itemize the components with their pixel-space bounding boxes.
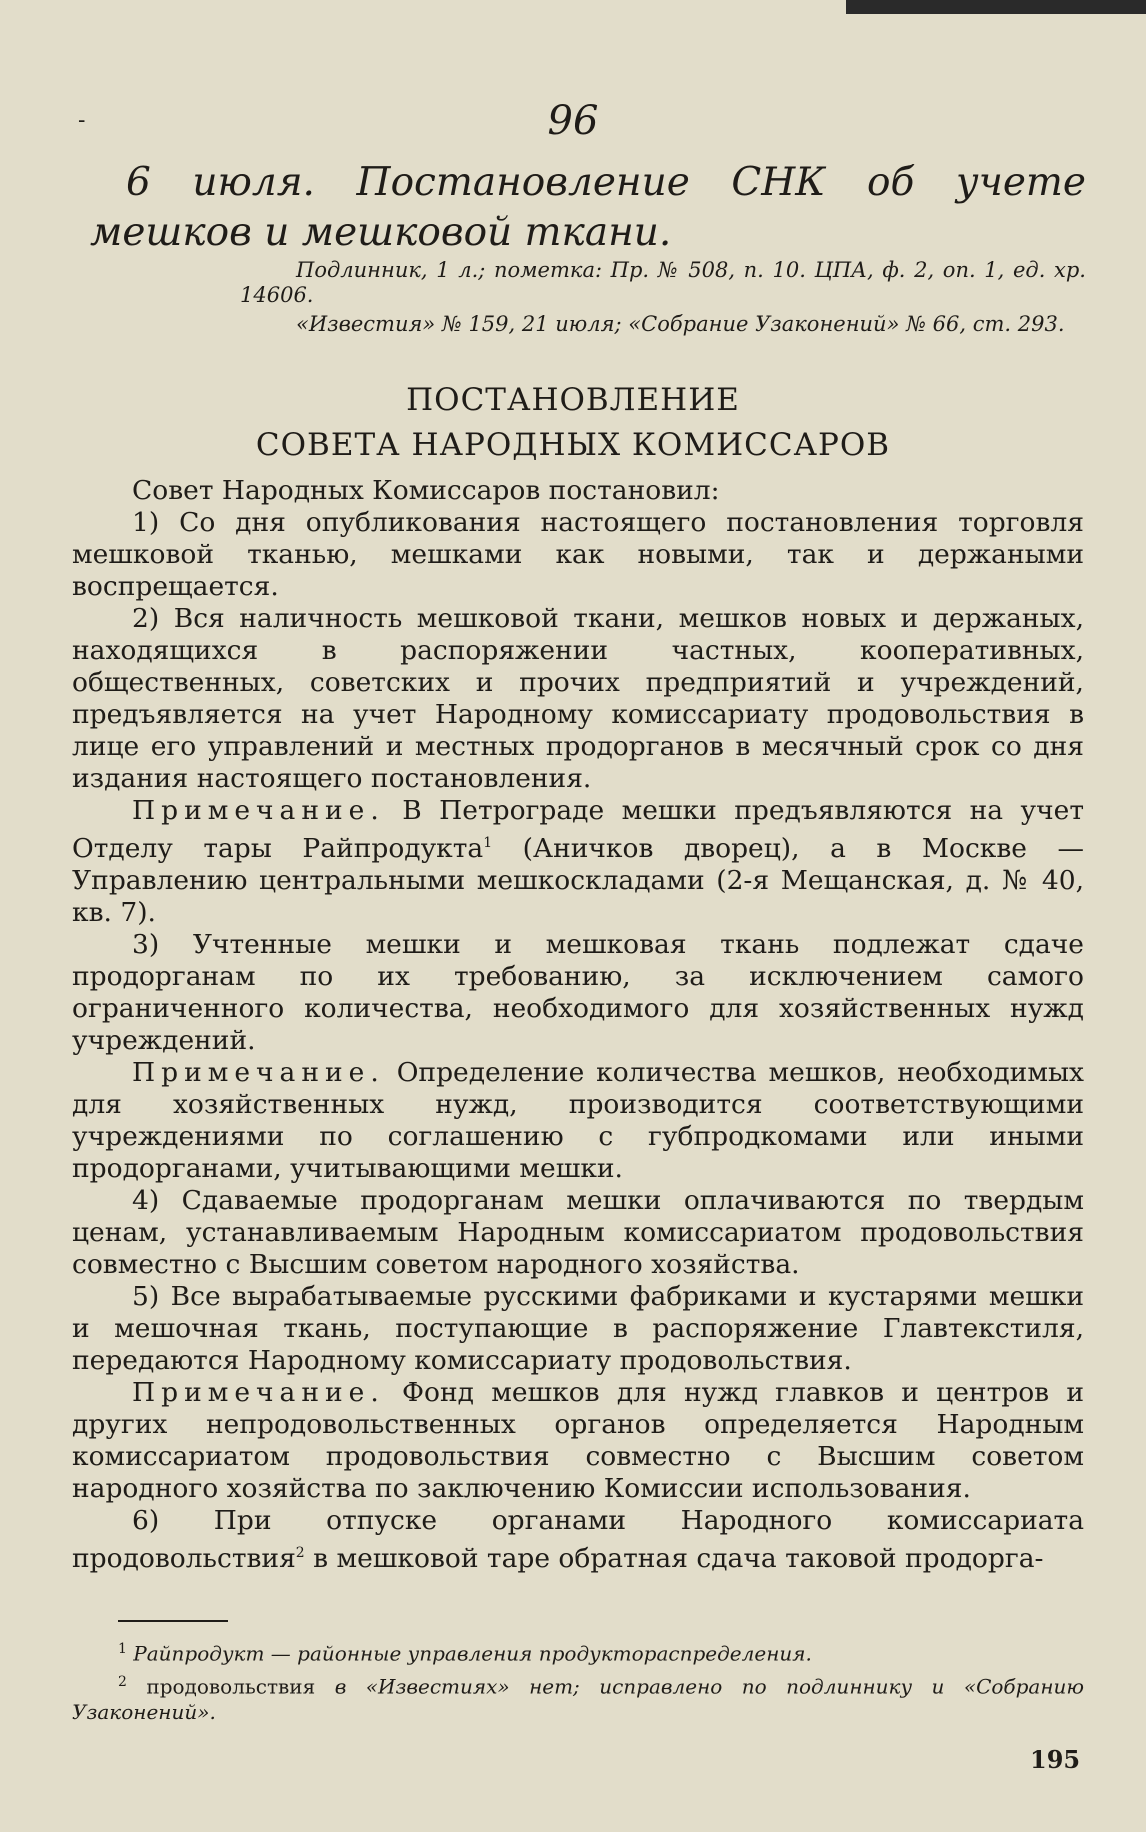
paragraph-6-text-b: в мешковой таре обратная сдача таковой продорга- <box>313 1542 1044 1574</box>
footnote-2-number: 2 <box>118 1673 127 1690</box>
scan-edge <box>846 0 1146 14</box>
note-3 <box>72 1377 1084 1505</box>
footnote-1-text: Райпродукт — районные управления продукторaспределения. <box>133 1641 812 1666</box>
footnote-2 <box>72 1669 1084 1726</box>
note-1 <box>72 795 1084 929</box>
footnote-ref-2: 2 <box>295 1544 305 1561</box>
note-1-text-b: (Аничков дворец), а в Москве — Управлению центральными мешкоскладами (2-я Мещанская, д. № 40, кв. 7). <box>72 832 1084 928</box>
source-reference-archive: Подлинник, 1 л.; пометка: Пр. № 508, п. 10. ЦПА, ф. 2, оп. 1, ед. хр. 14606. <box>240 258 1086 307</box>
margin-mark: - <box>78 108 86 133</box>
footnote-ref-1: 1 <box>483 835 493 851</box>
paragraph-5: 5) Все вырабатываемые русскими фабриками и кустарями мешки и мешочная ткань, поступающие в распоряжение Главтекстиля, передаются Народному комиссариату продовольствия. <box>72 1280 1084 1376</box>
note-1-text-a: В Петрограде мешки предъявляются на учет Отделу тары Райпродукта <box>72 795 1084 864</box>
paragraph-1: 1) Со дня опубликования настоящего постановления торговля мешковой тканью, мешками как новыми, так и держаными воспрещается. <box>72 507 1084 602</box>
decree-body <box>72 475 1084 1575</box>
decree-title: ПОСТАНОВЛЕНИЕ <box>406 382 740 418</box>
note-3-text: Фонд мешков для нужд главков и центров и других непродовольственных органов определяется Народным комиссариатом продовольствия совместно с Высшим советом народного хозяйства по заключению Комиссии использования. <box>72 1376 1084 1504</box>
note-label: Примечание. <box>132 795 385 826</box>
page-number: 195 <box>1030 1745 1081 1774</box>
note-2 <box>72 1057 1084 1185</box>
footnote-2-word: продовольствия <box>146 1674 316 1699</box>
document-heading: 6 июля. Постановление СНК об учете мешков и мешковой ткани. <box>90 160 1086 255</box>
footnote-1 <box>72 1636 1084 1667</box>
decree-subtitle: СОВЕТА НАРОДНЫХ КОМИССАРОВ <box>255 427 891 463</box>
paragraph-6 <box>72 1505 1084 1575</box>
paragraph-3: 3) Учтенные мешки и мешковая ткань подлежат сдаче продорганам по их требованию, за исключением самого ограниченного количества, необходимого для хозяйственных нужд учреждений. <box>72 928 1084 1056</box>
paragraph-6-text-a: 6) При отпуске органами Народного комиссариата продовольствия <box>72 1504 1084 1574</box>
footnote-divider <box>118 1620 228 1622</box>
document-number: 96 <box>547 98 599 144</box>
source-reference-publication: «Известия» № 159, 21 июля; «Собрание Узаконений» № 66, ст. 293. <box>296 312 1065 336</box>
footnotes <box>72 1636 1084 1727</box>
footnote-1-number: 1 <box>118 1641 127 1657</box>
paragraph-2: 2) Вся наличность мешковой ткани, мешков новых и держаных, находящихся в распоряжении частных, кооперативных, общественных, советских и прочих предприятий и учреждений, предъявляется на учет Народному комиссариату продовольствия в лице его управлений и местных продорганов в месячный срок со дня издания настоящего постановления. <box>72 603 1084 794</box>
footnote-2-text: в «Известиях» нет; исправлено по подлиннику и «Собранию Узаконений». <box>72 1674 1085 1725</box>
note-label: Примечание. <box>132 1056 385 1088</box>
paragraph-4: 4) Сдаваемые продорганам мешки оплачиваются по твердым ценам, устанавливаемым Народным комиссариатом продовольствия совместно с Высшим советом народного хозяйства. <box>72 1184 1084 1280</box>
note-2-text: Определение количества мешков, необходимых для хозяйственных нужд, производится соответствующими учреждениями по соглашению с губпродкомами или иными продорганами, учитывающими мешки. <box>72 1056 1084 1184</box>
note-label: Примечание. <box>132 1376 385 1408</box>
intro-paragraph: Совет Народных Комиссаров постановил: <box>132 475 720 506</box>
